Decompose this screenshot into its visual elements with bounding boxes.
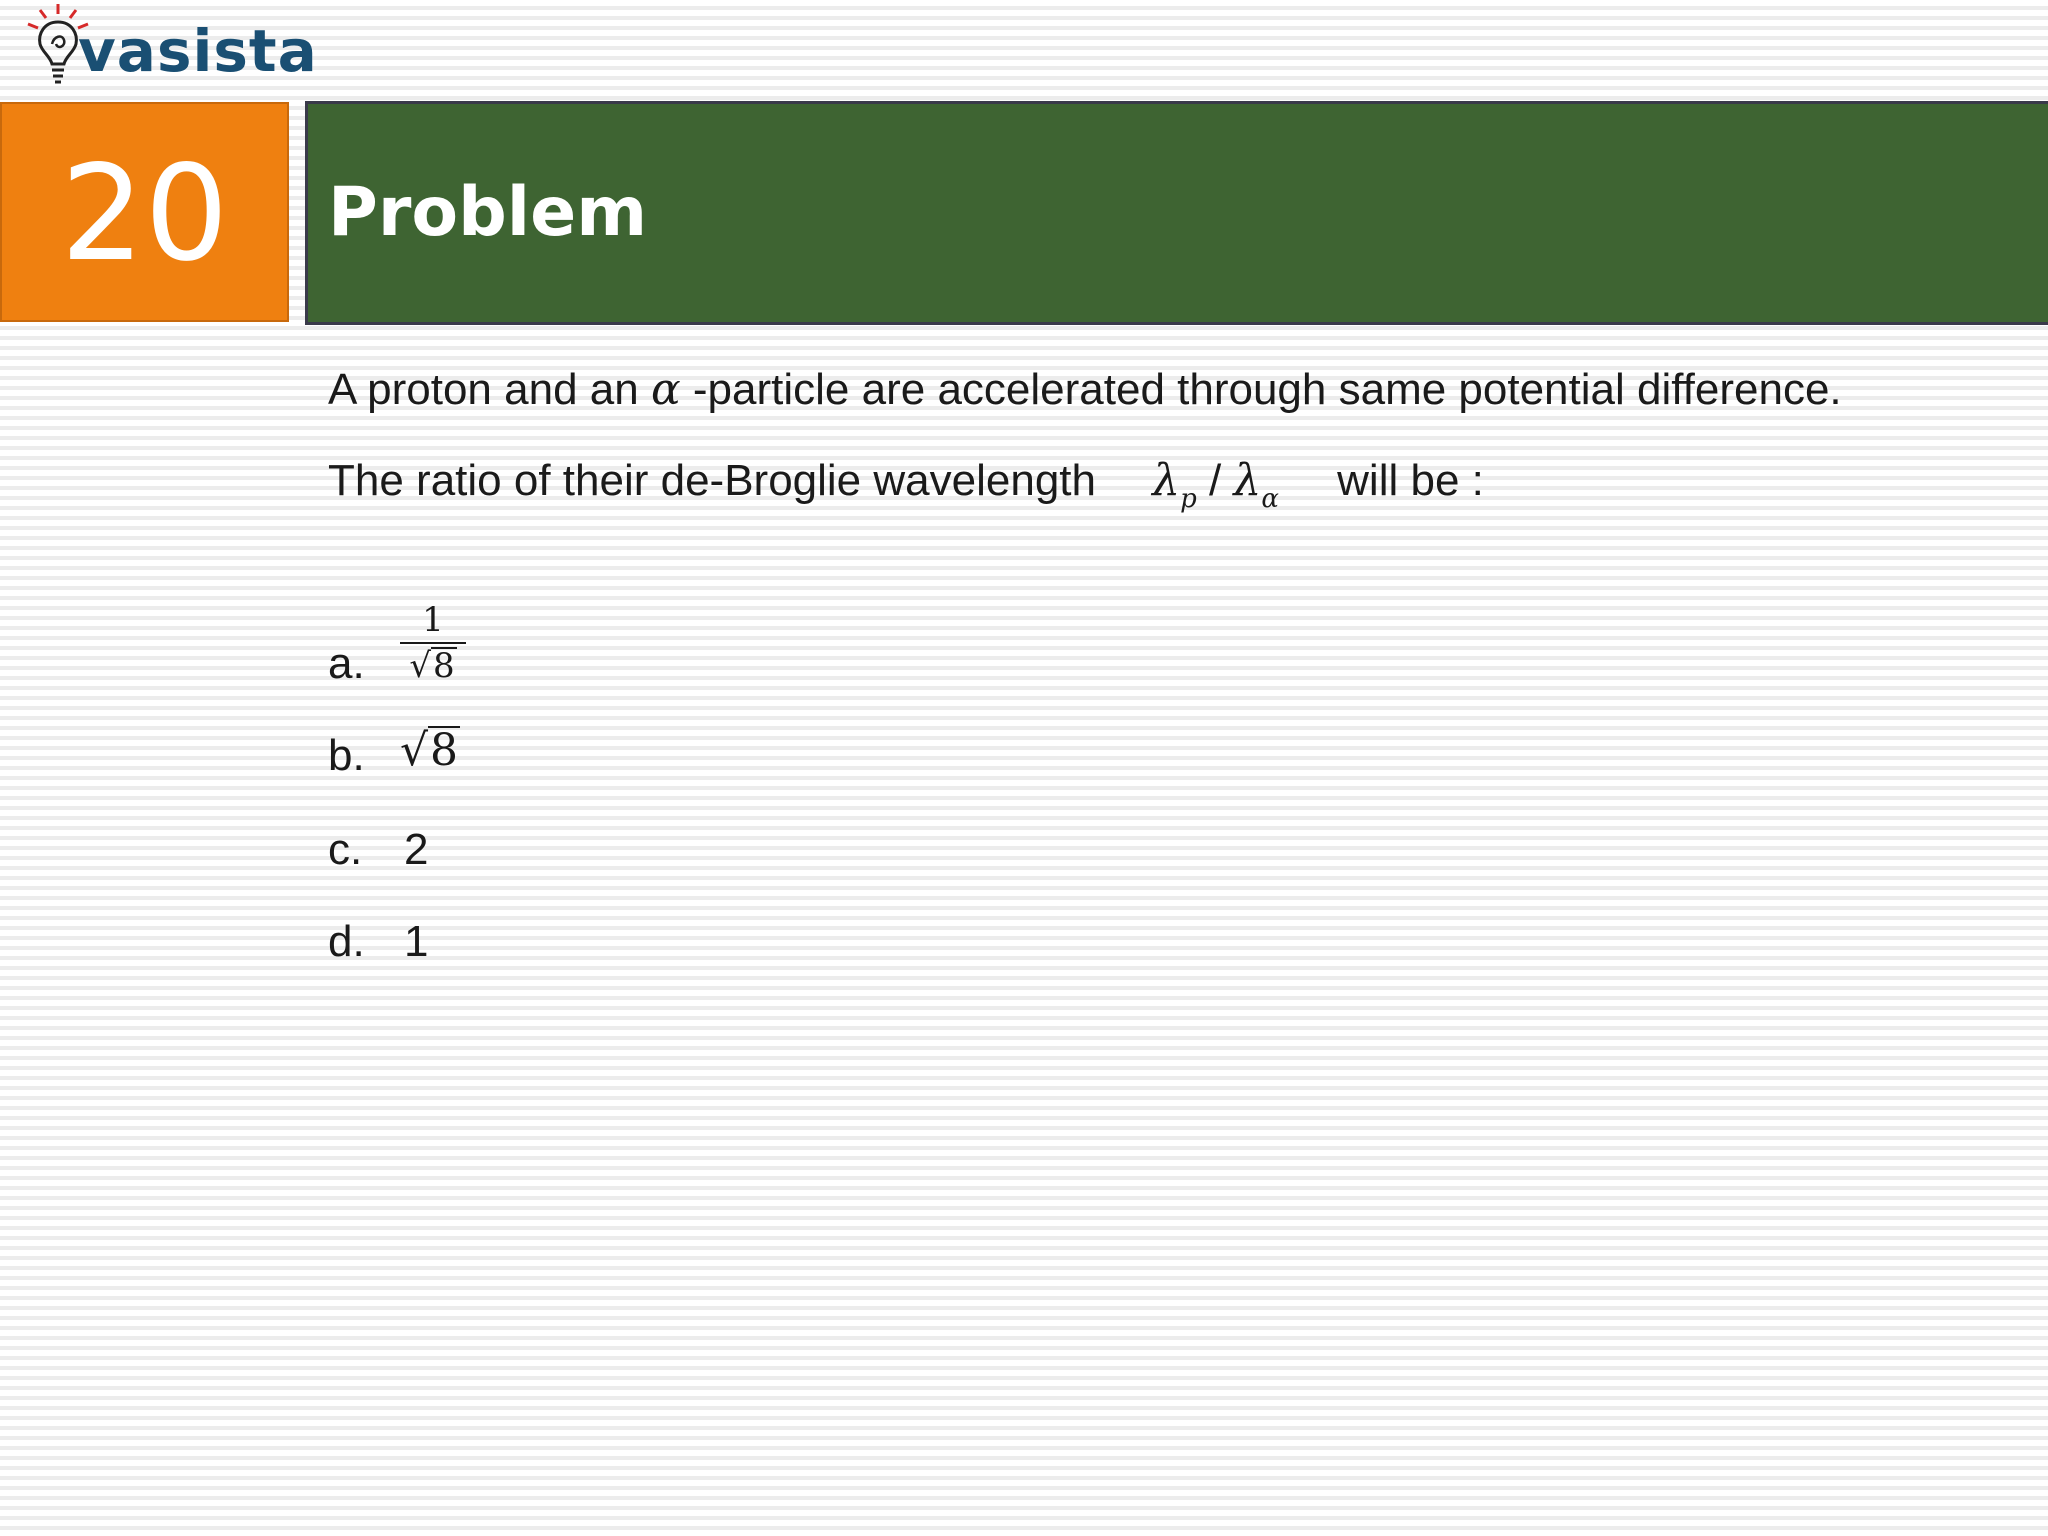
- subscript-p: p: [1180, 484, 1197, 514]
- ratio-slash: /: [1209, 456, 1222, 505]
- logo-wordmark: vasista: [78, 17, 318, 85]
- radical-sign: √: [400, 725, 429, 776]
- question-text-start: The ratio of their de-Broglie wavelength: [328, 456, 1096, 505]
- radicand: 8: [430, 725, 459, 776]
- question-text-end: -particle are accelerated through same potential difference.: [692, 365, 1842, 414]
- lambda-symbol: λ: [1233, 455, 1262, 506]
- radicand: 8: [433, 646, 455, 686]
- wavelength-ratio: [1152, 455, 1279, 514]
- option-d[interactable]: [328, 917, 429, 966]
- option-letter: c.: [328, 825, 363, 874]
- option-b-value: [400, 726, 460, 774]
- option-a[interactable]: [328, 639, 404, 688]
- option-b[interactable]: [328, 731, 404, 780]
- fraction-numerator: 1: [422, 600, 444, 640]
- page-title: Problem: [328, 173, 648, 252]
- fraction-bar: [400, 642, 466, 644]
- question-text-end: will be :: [1337, 456, 1484, 505]
- lambda-symbol: λ: [1152, 455, 1181, 506]
- option-a-fraction: [400, 600, 466, 686]
- title-bar: [305, 101, 2048, 325]
- vasista-logo: [18, 0, 318, 98]
- option-letter: a.: [328, 639, 365, 688]
- option-c[interactable]: [328, 825, 429, 874]
- subscript-alpha: α: [1261, 484, 1279, 514]
- question-line-1: [328, 364, 1842, 415]
- option-letter: b.: [328, 731, 365, 780]
- option-value: 1: [404, 917, 429, 966]
- problem-number-badge: 20: [0, 102, 289, 322]
- option-letter: d.: [328, 917, 365, 966]
- option-value: 2: [404, 825, 429, 874]
- question-line-2: [328, 455, 1484, 514]
- radical-sign: √: [409, 646, 432, 686]
- question-text-start: A proton and an: [328, 365, 639, 414]
- fraction-denominator: [400, 646, 466, 686]
- alpha-symbol: α: [650, 364, 681, 415]
